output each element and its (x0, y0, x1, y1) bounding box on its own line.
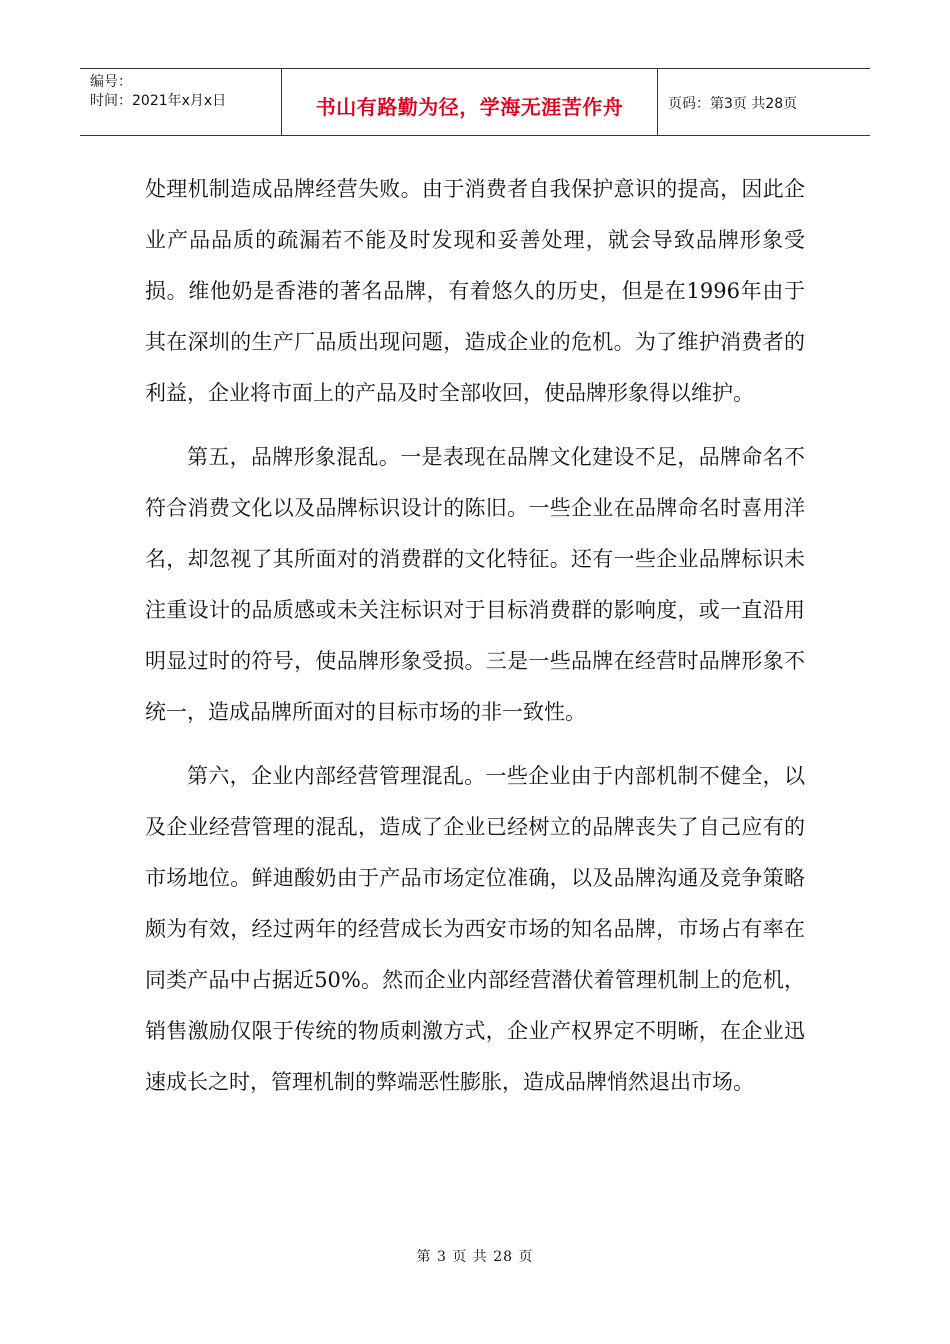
document-body (145, 164, 805, 1108)
page-header (80, 68, 870, 136)
paragraph-sixth-point: 第六，企业内部经营管理混乱。一些企业由于内部机制不健全，以及企业经营管理的混乱，造成了企业已经树立的品牌丧失了自己应有的市场地位。鲜迪酸奶由于产品市场定位准确，以及品牌沟通及竞争策略颇为有效，经过两年的经营成长为西安市场的知名品牌，市场占有率在同类产品中占据近50%。然而企业内部经营潜伏着管理机制上的危机，销售激励仅限于传统的物质刺激方式，企业产权界定不明晰，在企业迅速成长之时，管理机制的弊端恶性膨胀，造成品牌悄然退出市场。 (145, 764, 805, 1094)
paragraph-continuation: 处理机制造成品牌经营失败。由于消费者自我保护意识的提高，因此企业产品品质的疏漏若不能及时发现和妥善处理，就会导致品牌形象受损。维他奶是香港的著名品牌，有着悠久的历史，但是在1996年由于其在深圳的生产厂品质出现问题，造成企业的危机。为了维护消费者的利益，企业将市面上的产品及时全部收回，使品牌形象得以维护。 (145, 177, 805, 405)
header-motto: 书山有路勤为径，学海无涯苦作舟 (315, 94, 624, 119)
header-page-info: 页码：第3页 共28页 (668, 96, 798, 112)
document-number-label: 编号： (90, 74, 132, 90)
header-meta-cell (80, 69, 282, 135)
page-footer (0, 1246, 950, 1266)
header-page-cell (658, 69, 870, 135)
footer-page-number: 第 3 页 共 28 页 (416, 1249, 534, 1265)
document-date-label: 时间：2021年x月x日 (90, 93, 227, 109)
header-motto-cell (282, 69, 658, 135)
paragraph-fifth-point: 第五，品牌形象混乱。一是表现在品牌文化建设不足，品牌命名不符合消费文化以及品牌标识设计的陈旧。一些企业在品牌命名时喜用洋名，却忽视了其所面对的消费群的文化特征。还有一些企业品牌标识未注重设计的品质感或未关注标识对于目标消费群的影响度，或一直沿用明显过时的符号，使品牌形象受损。三是一些品牌在经营时品牌形象不统一，造成品牌所面对的目标市场的非一致性。 (145, 445, 805, 724)
